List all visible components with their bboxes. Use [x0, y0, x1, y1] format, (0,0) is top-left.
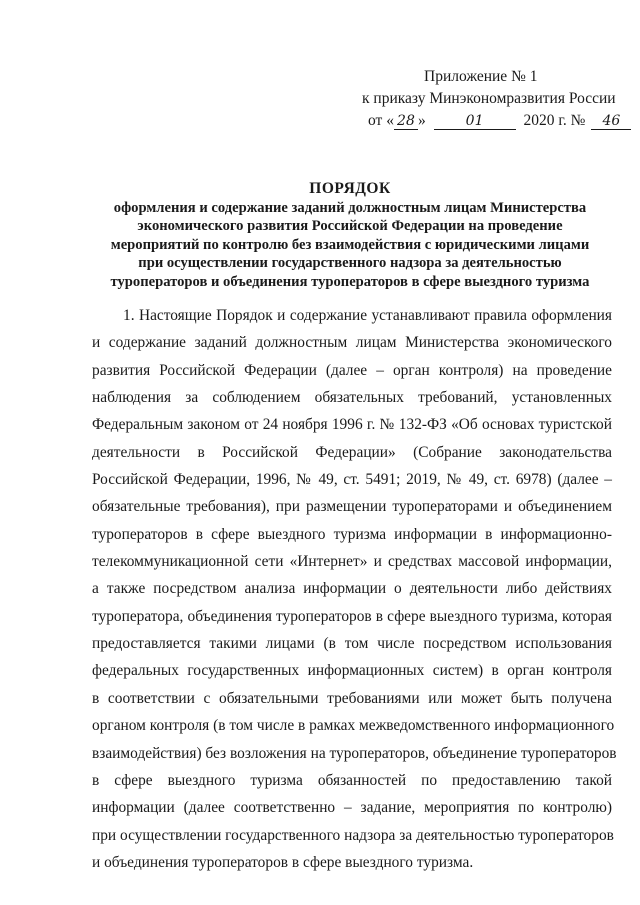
date-year-suffix: 2020 г. № [523, 112, 586, 129]
subtitle-line: экономического развития Российской Федерации на проведение [137, 218, 563, 235]
date-prefix: от « [368, 112, 394, 129]
subtitle-line: оформления и содержание заданий должностным лицам Министерства [113, 199, 587, 216]
date-mid: » [417, 112, 426, 129]
paragraph-line: и содержание заданий должностным лицам Министерства экономического [92, 334, 612, 352]
appendix-date-line [352, 110, 621, 132]
paragraph-line: деятельности в Российской Федерации» (Собрание законодательства [92, 443, 612, 461]
document-title-block [100, 180, 600, 292]
paragraph-line: обязательные требования), при размещении туроператорами и объединением [92, 498, 612, 516]
appendix-header [352, 66, 621, 132]
paragraph-line: туроператоров в сфере выездного туризма информации в информационно- [92, 525, 612, 543]
handwritten-day: 28 [394, 113, 418, 130]
paragraph-line: взаимодействия) без возложения на туроператоров, объединение туроператоров [92, 744, 617, 762]
appendix-number: Приложение № 1 [424, 68, 538, 85]
subtitle-line: туроператоров и объединения туроператоров в сфере выездного туризма [110, 273, 590, 290]
subtitle-line: мероприятий по контролю без взаимодействия с юридическими лицами [110, 236, 590, 253]
paragraph-line: а также посредством анализа информации о деятельности либо действиях [92, 580, 612, 598]
paragraph-line: в соответствии с обязательными требованиями или может быть получена [92, 689, 612, 707]
paragraph-line: федеральных государственных информационных систем) в орган контроля [92, 662, 612, 680]
appendix-order-reference: к приказу Минэкономразвития России [362, 90, 616, 107]
handwritten-month: 01 [434, 113, 516, 130]
paragraph-line: в сфере выездного туризма обязанностей по предоставлению такой [92, 771, 612, 789]
paragraph-line: Федеральным законом от 24 ноября 1996 г. № 132-ФЗ «Об основах туристской [92, 416, 612, 434]
paragraph-line: телекоммуникационной сети «Интернет» и средствах массовой информации, [92, 553, 612, 571]
paragraph-line: наблюдения за соблюдением обязательных требований, установленных [92, 389, 612, 407]
handwritten-order-number: 46 [591, 113, 631, 130]
paragraph-line: при осуществлении государственного надзора за деятельностью туроператоров [92, 826, 614, 844]
paragraph-1 [92, 302, 617, 876]
document-heading: ПОРЯДОК [309, 180, 391, 197]
paragraph-line: туроператора, объединения туроператоров в сфере выездного туризма, которая [92, 607, 612, 625]
paragraph-line: информации (далее соответственно – задание, мероприятия по контролю) [92, 799, 612, 817]
paragraph-line: 1. Настоящие Порядок и содержание устанавливают правила оформления [123, 307, 612, 324]
paragraph-line: предоставляется такими лицами (в том числе посредством использования [92, 635, 612, 653]
paragraph-line: развития Российской Федерации (далее – орган контроля) на проведение [92, 361, 612, 379]
paragraph-line: и объединения туроператоров в сфере выездного туризма. [92, 853, 474, 871]
paragraph-line: органом контроля (в том числе в рамках межведомственного информационного [92, 717, 615, 735]
paragraph-line: Российской Федерации, 1996, № 49, ст. 5491; 2019, № 49, ст. 6978) (далее – [92, 471, 612, 489]
subtitle-line: при осуществлении государственного надзора за деятельностью [138, 255, 562, 272]
